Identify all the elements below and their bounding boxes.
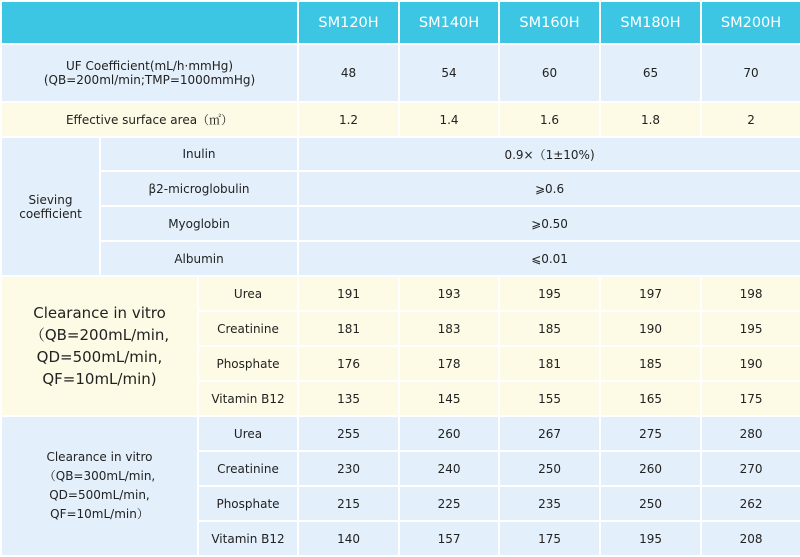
sieving-row — [1, 206, 800, 241]
sieving-row — [1, 137, 800, 171]
clearance-value: 185 — [499, 311, 600, 346]
model-header: SM160H — [499, 1, 600, 44]
clearance-value: 183 — [399, 311, 499, 346]
esa-value: 2 — [701, 102, 800, 137]
solute-name: Urea — [198, 416, 298, 451]
clearance-value: 240 — [399, 451, 499, 486]
esa-value: 1.2 — [298, 102, 399, 137]
clearance-value: 176 — [298, 346, 399, 381]
sieving-label — [1, 137, 100, 276]
clearance-value: 262 — [701, 486, 800, 521]
uf-value: 48 — [298, 44, 399, 102]
sieving-substance: β2-microglobulin — [100, 171, 298, 206]
clearance1-label-line: QF=10mL/min) — [42, 370, 157, 388]
clearance-value: 181 — [298, 311, 399, 346]
clearance-value: 230 — [298, 451, 399, 486]
sieving-label-line1: Sieving — [28, 192, 73, 207]
sieving-row — [1, 171, 800, 206]
clearance1-label-line: （QB=200mL/min, — [29, 326, 170, 344]
model-header: SM180H — [600, 1, 701, 44]
sieving-value: 0.9×（1±10%) — [298, 137, 800, 171]
esa-value: 1.4 — [399, 102, 499, 137]
clearance-value: 155 — [499, 381, 600, 416]
clearance-value: 175 — [499, 521, 600, 556]
sieving-value: ⩾0.6 — [298, 171, 800, 206]
uf-value: 65 — [600, 44, 701, 102]
clearance-value: 197 — [600, 276, 701, 311]
clearance-value: 195 — [499, 276, 600, 311]
clearance2-label-line: QF=10mL/min） — [50, 507, 149, 521]
sieving-value: ⩽0.01 — [298, 241, 800, 276]
clearance2-label-line: （QB=300mL/min, — [43, 469, 156, 483]
clearance2-label-line: Clearance in vitro — [46, 450, 153, 464]
clearance-value: 275 — [600, 416, 701, 451]
clearance-value: 195 — [600, 521, 701, 556]
solute-name: Phosphate — [198, 346, 298, 381]
sieving-row — [1, 241, 800, 276]
clearance-value: 145 — [399, 381, 499, 416]
esa-label: Effective surface area（㎡） — [1, 102, 298, 137]
clearance2-row — [1, 416, 800, 451]
clearance-value: 270 — [701, 451, 800, 486]
clearance2-label-line: QD=500mL/min, — [49, 488, 150, 502]
header-blank — [1, 1, 298, 44]
sieving-substance: Albumin — [100, 241, 298, 276]
clearance-value: 260 — [600, 451, 701, 486]
clearance-value: 280 — [701, 416, 800, 451]
uf-value: 54 — [399, 44, 499, 102]
clearance-value: 193 — [399, 276, 499, 311]
solute-name: Vitamin B12 — [198, 521, 298, 556]
sieving-substance: Myoglobin — [100, 206, 298, 241]
clearance-value: 181 — [499, 346, 600, 381]
clearance-value: 250 — [499, 451, 600, 486]
model-header: SM200H — [701, 1, 800, 44]
clearance-value: 140 — [298, 521, 399, 556]
clearance2-label — [1, 416, 198, 556]
clearance-value: 135 — [298, 381, 399, 416]
clearance-value: 185 — [600, 346, 701, 381]
clearance-value: 178 — [399, 346, 499, 381]
clearance-value: 191 — [298, 276, 399, 311]
solute-name: Creatinine — [198, 451, 298, 486]
clearance-value: 190 — [600, 311, 701, 346]
uf-label-line2: (QB=200ml/min;TMP=1000mmHg) — [43, 73, 256, 87]
clearance-value: 267 — [499, 416, 600, 451]
sieving-substance: Inulin — [100, 137, 298, 171]
clearance1-label — [1, 276, 198, 416]
model-header: SM140H — [399, 1, 499, 44]
clearance-value: 260 — [399, 416, 499, 451]
uf-label-line1: UF Coefficient(mL/h·mmHg) — [65, 59, 234, 73]
solute-name: Vitamin B12 — [198, 381, 298, 416]
solute-name: Creatinine — [198, 311, 298, 346]
clearance-value: 190 — [701, 346, 800, 381]
uf-value: 60 — [499, 44, 600, 102]
header-row — [1, 1, 800, 44]
model-header: SM120H — [298, 1, 399, 44]
clearance-value: 215 — [298, 486, 399, 521]
esa-value: 1.6 — [499, 102, 600, 137]
clearance1-row — [1, 276, 800, 311]
clearance-value: 225 — [399, 486, 499, 521]
uf-value: 70 — [701, 44, 800, 102]
uf-label — [1, 44, 298, 102]
sieving-value: ⩾0.50 — [298, 206, 800, 241]
clearance-value: 195 — [701, 311, 800, 346]
sieving-label-line2: coefficient — [19, 206, 82, 221]
esa-row — [1, 102, 800, 137]
clearance-value: 235 — [499, 486, 600, 521]
clearance-value: 175 — [701, 381, 800, 416]
clearance-value: 157 — [399, 521, 499, 556]
clearance1-label-line: Clearance in vitro — [33, 304, 166, 322]
solute-name: Phosphate — [198, 486, 298, 521]
solute-name: Urea — [198, 276, 298, 311]
esa-value: 1.8 — [600, 102, 701, 137]
clearance-value: 208 — [701, 521, 800, 556]
clearance1-label-line: QD=500mL/min, — [36, 348, 163, 366]
clearance-value: 255 — [298, 416, 399, 451]
clearance-value: 250 — [600, 486, 701, 521]
uf-row — [1, 44, 800, 102]
clearance-value: 198 — [701, 276, 800, 311]
clearance-value: 165 — [600, 381, 701, 416]
